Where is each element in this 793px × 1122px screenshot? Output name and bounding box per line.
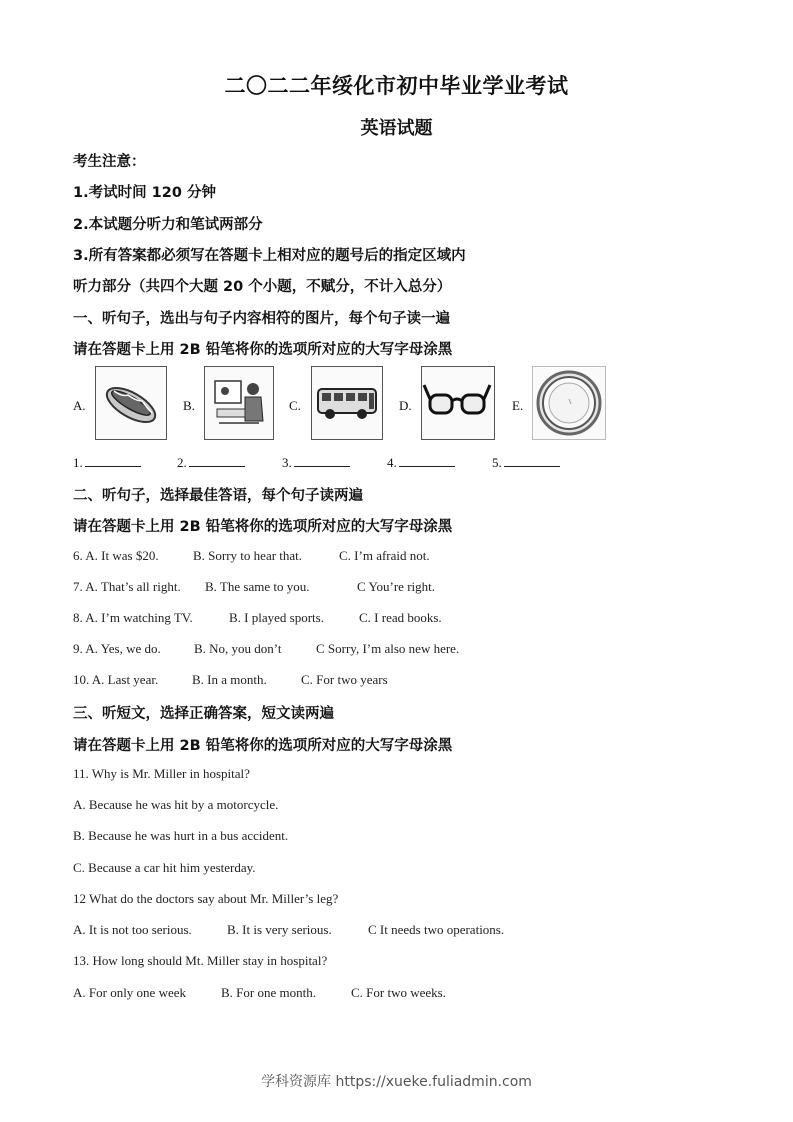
q12-option-a[interactable]: A. It is not too serious. [73,922,192,937]
q11-option-b[interactable]: B. Because he was hurt in a bus accident. [73,828,289,843]
footer-watermark: 学科资源库 https://xueke.fuliadmin.com [261,1074,532,1090]
answer-blank-3[interactable]: 3. [282,455,350,471]
glasses-icon [421,366,495,440]
q13-option-c[interactable]: C. For two weeks. [351,985,446,1000]
q9-option-a[interactable]: 9. A. Yes, we do. [73,641,161,656]
q6-option-c[interactable]: C. I’m afraid not. [339,548,430,563]
notice-item-3: 3.所有答案都必须写在答题卡上相对应的题号后的指定区域内 [73,248,466,264]
section3-instruction: 请在答题卡上用 2B 铅笔将你的选项所对应的大写字母涂黑 [73,738,453,754]
notice-heading: 考生注意： [73,154,146,170]
section1-heading: 一、听句子，选出与句子内容相符的图片，每个句子读一遍 [73,311,450,327]
q13-option-b[interactable]: B. For one month. [221,985,316,1000]
q13-option-a[interactable]: A. For only one week [73,985,187,1000]
answer-blank-4[interactable]: 4. [387,455,455,471]
exam-title: 二〇二二年绥化市初中毕业学业考试 [224,73,569,98]
question-9 [73,641,459,657]
question-13 [73,985,446,1001]
question-13-stem: 13. How long should Mt. Miller stay in hospital? [73,953,328,968]
q6-option-a[interactable]: 6. A. It was $20. [73,548,159,563]
q11-option-a[interactable]: A. Because he was hit by a motorcycle. [73,797,279,812]
picture-label-a: A. [73,398,86,413]
question-8 [73,610,442,626]
q12-option-c[interactable]: C It needs two operations. [368,922,505,937]
picture-label-c: C. [289,398,301,413]
section3-heading: 三、听短文，选择正确答案，短文读两遍 [73,706,334,722]
q11-option-c[interactable]: C. Because a car hit him yesterday. [73,860,256,875]
answer-blank-1[interactable]: 1. [73,455,141,471]
hotdog-icon [95,366,167,440]
q7-option-c[interactable]: C You’re right. [357,579,436,594]
q8-option-a[interactable]: 8. A. I’m watching TV. [73,610,193,625]
section1-instruction: 请在答题卡上用 2B 铅笔将你的选项所对应的大写字母涂黑 [73,342,453,358]
q9-option-b[interactable]: B. No, you don’t [194,641,282,656]
answer-blank-5[interactable]: 5. [492,455,560,471]
question-11-stem: 11. Why is Mr. Miller in hospital? [73,766,250,781]
plate-icon [532,366,606,440]
q12-option-b[interactable]: B. It is very serious. [227,922,332,937]
listening-intro: 听力部分（共四个大题 20 个小题，不赋分，不计入总分） [73,279,452,295]
picture-label-b: B. [183,398,195,413]
section2-instruction: 请在答题卡上用 2B 铅笔将你的选项所对应的大写字母涂黑 [73,519,453,535]
people-reading-icon [204,366,274,440]
q10-option-b[interactable]: B. In a month. [192,672,267,687]
section2-heading: 二、听句子，选择最佳答语，每个句子读两遍 [73,488,363,504]
q8-option-b[interactable]: B. I played sports. [229,610,324,625]
question-6 [73,548,430,564]
picture-label-d: D. [399,398,412,413]
q7-option-a[interactable]: 7. A. That’s all right. [73,579,181,594]
bus-icon [311,366,383,440]
q10-option-c[interactable]: C. For two years [301,672,388,687]
exam-subtitle: 英语试题 [360,118,433,139]
picture-label-e: E. [512,398,524,413]
question-12 [73,922,504,938]
q10-option-a[interactable]: 10. A. Last year. [73,672,159,687]
q8-option-c[interactable]: C. I read books. [359,610,442,625]
question-10 [73,672,388,688]
q9-option-c[interactable]: C Sorry, I’m also new here. [316,641,460,656]
q7-option-b[interactable]: B. The same to you. [205,579,310,594]
notice-item-2: 2.本试题分听力和笔试两部分 [73,217,263,233]
q6-option-b[interactable]: B. Sorry to hear that. [193,548,303,563]
answer-blank-2[interactable]: 2. [177,455,245,471]
notice-item-1: 1.考试时间 120 分钟 [73,185,216,201]
question-7 [73,579,435,595]
question-12-stem: 12 What do the doctors say about Mr. Miller’s leg? [73,891,339,906]
